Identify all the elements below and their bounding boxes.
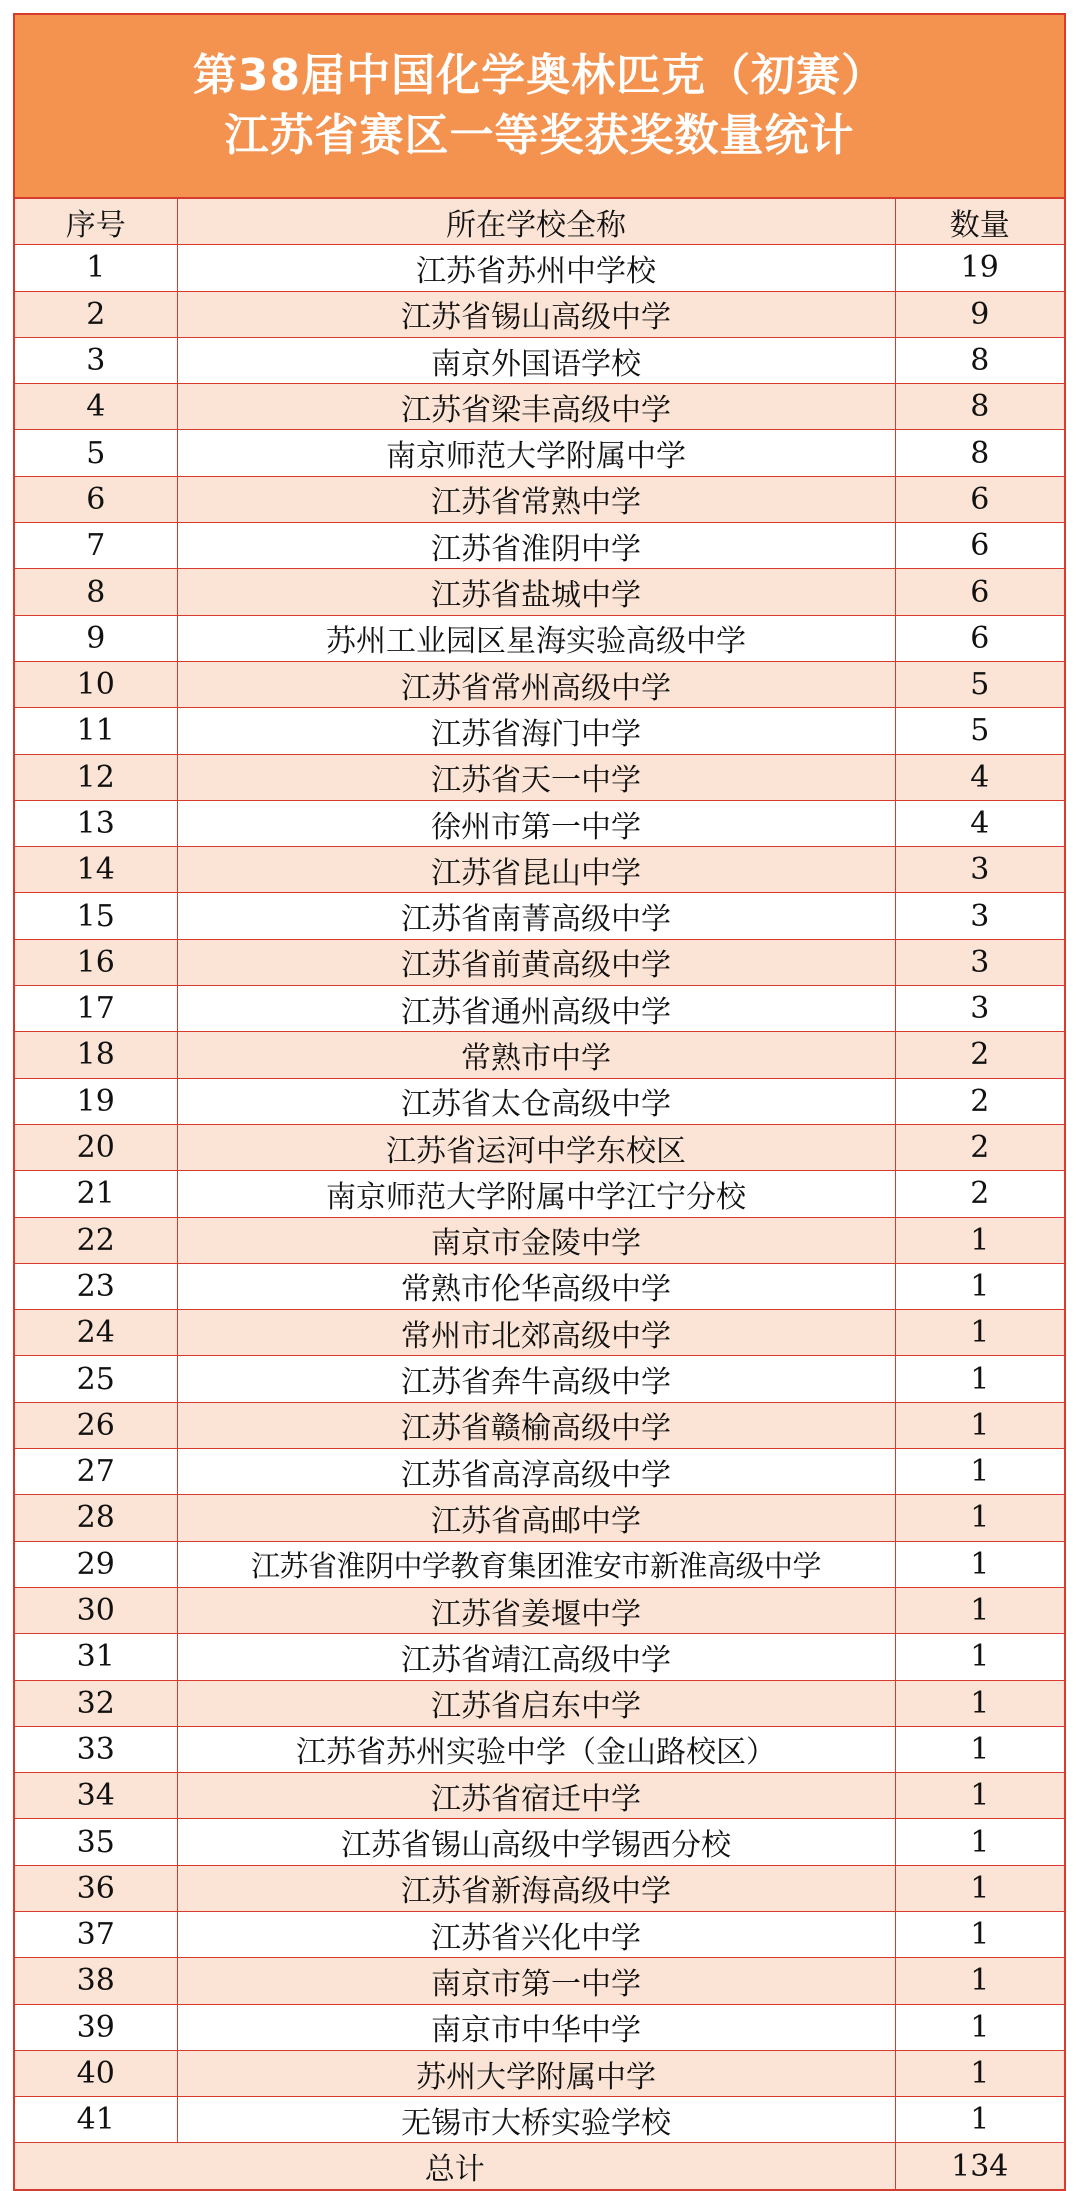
row-count: 3: [895, 847, 1064, 893]
row-index: 14: [15, 847, 177, 893]
row-count: 1: [895, 1310, 1064, 1356]
row-school-name: 南京市中华中学: [177, 2004, 895, 2050]
table-row: [15, 1495, 1064, 1541]
row-index: 28: [15, 1495, 177, 1541]
row-count: 1: [895, 1402, 1064, 1448]
row-count: 6: [895, 523, 1064, 569]
row-count: 1: [895, 1541, 1064, 1587]
row-count: 3: [895, 939, 1064, 985]
row-school-name: 江苏省宿迁中学: [177, 1773, 895, 1819]
row-count: 1: [895, 1495, 1064, 1541]
row-index: 7: [15, 523, 177, 569]
row-school-name: 江苏省兴化中学: [177, 1911, 895, 1957]
row-count: 8: [895, 384, 1064, 430]
row-count: 6: [895, 476, 1064, 522]
table-row: [15, 1726, 1064, 1772]
header-row: [15, 199, 1064, 245]
row-count: 1: [895, 2004, 1064, 2050]
row-index: 16: [15, 939, 177, 985]
row-count: 3: [895, 986, 1064, 1032]
row-index: 20: [15, 1124, 177, 1170]
row-count: 2: [895, 1124, 1064, 1170]
row-school-name: 常熟市伦华高级中学: [177, 1263, 895, 1309]
row-index: 18: [15, 1032, 177, 1078]
table-row: [15, 708, 1064, 754]
row-school-name: 江苏省南菁高级中学: [177, 893, 895, 939]
row-index: 37: [15, 1911, 177, 1957]
row-index: 29: [15, 1541, 177, 1587]
row-count: 3: [895, 893, 1064, 939]
row-count: 1: [895, 1680, 1064, 1726]
row-school-name: 江苏省淮阴中学: [177, 523, 895, 569]
table-row: [15, 1402, 1064, 1448]
row-school-name: 江苏省太仓高级中学: [177, 1078, 895, 1124]
row-index: 4: [15, 384, 177, 430]
table-row: [15, 661, 1064, 707]
table-body: [15, 245, 1064, 2143]
row-school-name: 江苏省梁丰高级中学: [177, 384, 895, 430]
row-index: 36: [15, 1865, 177, 1911]
table-row: [15, 476, 1064, 522]
table-row: [15, 1773, 1064, 1819]
row-count: 2: [895, 1078, 1064, 1124]
table-row: [15, 569, 1064, 615]
row-index: 40: [15, 2050, 177, 2096]
row-index: 22: [15, 1217, 177, 1263]
row-index: 3: [15, 337, 177, 383]
table-row: [15, 1078, 1064, 1124]
row-school-name: 江苏省通州高级中学: [177, 986, 895, 1032]
row-index: 33: [15, 1726, 177, 1772]
row-index: 5: [15, 430, 177, 476]
table-row: [15, 847, 1064, 893]
row-school-name: 江苏省靖江高级中学: [177, 1634, 895, 1680]
table-row: [15, 800, 1064, 846]
row-index: 1: [15, 245, 177, 291]
row-count: 1: [895, 1773, 1064, 1819]
row-school-name: 江苏省锡山高级中学锡西分校: [177, 1819, 895, 1865]
row-count: 1: [895, 2097, 1064, 2143]
header-count: 数量: [895, 199, 1064, 245]
total-count: 134: [895, 2143, 1064, 2189]
row-count: 19: [895, 245, 1064, 291]
row-index: 19: [15, 1078, 177, 1124]
table-row: [15, 1541, 1064, 1587]
row-school-name: 徐州市第一中学: [177, 800, 895, 846]
row-school-name: 南京外国语学校: [177, 337, 895, 383]
table-row: [15, 291, 1064, 337]
row-count: 1: [895, 1587, 1064, 1633]
table-row: [15, 1680, 1064, 1726]
award-count-table: [15, 199, 1064, 2189]
row-index: 35: [15, 1819, 177, 1865]
row-index: 10: [15, 661, 177, 707]
row-index: 15: [15, 893, 177, 939]
row-count: 2: [895, 1032, 1064, 1078]
row-school-name: 江苏省运河中学东校区: [177, 1124, 895, 1170]
table-row: [15, 1263, 1064, 1309]
row-count: 4: [895, 800, 1064, 846]
row-count: 1: [895, 1911, 1064, 1957]
row-school-name: 南京市第一中学: [177, 1958, 895, 2004]
total-label: 总计: [15, 2143, 895, 2189]
row-index: 6: [15, 476, 177, 522]
row-index: 30: [15, 1587, 177, 1633]
row-index: 26: [15, 1402, 177, 1448]
table-row: [15, 1449, 1064, 1495]
row-school-name: 苏州大学附属中学: [177, 2050, 895, 2096]
row-count: 1: [895, 1634, 1064, 1680]
table-row: [15, 1911, 1064, 1957]
row-index: 11: [15, 708, 177, 754]
row-school-name: 江苏省苏州中学校: [177, 245, 895, 291]
row-school-name: 江苏省天一中学: [177, 754, 895, 800]
row-index: 25: [15, 1356, 177, 1402]
row-count: 5: [895, 708, 1064, 754]
title-line-2: 江苏省赛区一等奖获奖数量统计: [224, 110, 855, 161]
table-row: [15, 1310, 1064, 1356]
row-school-name: 江苏省昆山中学: [177, 847, 895, 893]
table-title: [15, 15, 1064, 199]
row-count: 1: [895, 1726, 1064, 1772]
header-school: 所在学校全称: [177, 199, 895, 245]
table-row: [15, 1865, 1064, 1911]
row-index: 38: [15, 1958, 177, 2004]
table-row: [15, 2050, 1064, 2096]
title-line-1: 第38届中国化学奥林匹克（初赛）: [192, 50, 887, 101]
row-school-name: 江苏省常熟中学: [177, 476, 895, 522]
table-row: [15, 523, 1064, 569]
row-count: 9: [895, 291, 1064, 337]
row-school-name: 江苏省锡山高级中学: [177, 291, 895, 337]
row-count: 8: [895, 430, 1064, 476]
row-school-name: 无锡市大桥实验学校: [177, 2097, 895, 2143]
row-index: 13: [15, 800, 177, 846]
row-count: 1: [895, 1449, 1064, 1495]
table-row: [15, 754, 1064, 800]
row-index: 8: [15, 569, 177, 615]
row-school-name: 江苏省淮阴中学教育集团淮安市新淮高级中学: [177, 1541, 895, 1587]
row-index: 41: [15, 2097, 177, 2143]
row-count: 2: [895, 1171, 1064, 1217]
table-row: [15, 1819, 1064, 1865]
table-row: [15, 2004, 1064, 2050]
row-school-name: 南京师范大学附属中学江宁分校: [177, 1171, 895, 1217]
row-count: 1: [895, 1263, 1064, 1309]
header-index: 序号: [15, 199, 177, 245]
row-school-name: 江苏省高邮中学: [177, 1495, 895, 1541]
row-school-name: 江苏省盐城中学: [177, 569, 895, 615]
row-count: 6: [895, 569, 1064, 615]
row-count: 4: [895, 754, 1064, 800]
row-count: 1: [895, 1217, 1064, 1263]
table-row: [15, 1958, 1064, 2004]
row-school-name: 江苏省姜堰中学: [177, 1587, 895, 1633]
table-row: [15, 1171, 1064, 1217]
row-school-name: 江苏省苏州实验中学（金山路校区）: [177, 1726, 895, 1772]
row-school-name: 江苏省赣榆高级中学: [177, 1402, 895, 1448]
table-row: [15, 986, 1064, 1032]
row-index: 2: [15, 291, 177, 337]
table-row: [15, 1032, 1064, 1078]
table-row: [15, 615, 1064, 661]
row-index: 24: [15, 1310, 177, 1356]
row-index: 31: [15, 1634, 177, 1680]
row-count: 8: [895, 337, 1064, 383]
award-table-sheet: [13, 13, 1066, 2191]
row-index: 9: [15, 615, 177, 661]
row-index: 17: [15, 986, 177, 1032]
row-school-name: 常州市北郊高级中学: [177, 1310, 895, 1356]
row-index: 39: [15, 2004, 177, 2050]
row-school-name: 江苏省前黄高级中学: [177, 939, 895, 985]
row-school-name: 江苏省高淳高级中学: [177, 1449, 895, 1495]
row-count: 1: [895, 1819, 1064, 1865]
row-school-name: 江苏省常州高级中学: [177, 661, 895, 707]
row-school-name: 江苏省新海高级中学: [177, 1865, 895, 1911]
row-count: 5: [895, 661, 1064, 707]
table-row: [15, 1634, 1064, 1680]
row-count: 1: [895, 1958, 1064, 2004]
table-row: [15, 245, 1064, 291]
row-school-name: 南京师范大学附属中学: [177, 430, 895, 476]
row-index: 27: [15, 1449, 177, 1495]
table-row: [15, 430, 1064, 476]
row-count: 6: [895, 615, 1064, 661]
row-count: 1: [895, 1865, 1064, 1911]
table-row: [15, 1356, 1064, 1402]
table-row: [15, 1217, 1064, 1263]
row-index: 32: [15, 1680, 177, 1726]
table-row: [15, 384, 1064, 430]
row-school-name: 常熟市中学: [177, 1032, 895, 1078]
row-count: 1: [895, 1356, 1064, 1402]
row-index: 34: [15, 1773, 177, 1819]
row-school-name: 江苏省海门中学: [177, 708, 895, 754]
table-row: [15, 893, 1064, 939]
row-index: 21: [15, 1171, 177, 1217]
row-school-name: 南京市金陵中学: [177, 1217, 895, 1263]
table-row: [15, 1124, 1064, 1170]
row-index: 12: [15, 754, 177, 800]
table-row: [15, 337, 1064, 383]
row-index: 23: [15, 1263, 177, 1309]
row-school-name: 江苏省奔牛高级中学: [177, 1356, 895, 1402]
row-school-name: 江苏省启东中学: [177, 1680, 895, 1726]
table-row: [15, 1587, 1064, 1633]
table-row: [15, 939, 1064, 985]
row-count: 1: [895, 2050, 1064, 2096]
row-school-name: 苏州工业园区星海实验高级中学: [177, 615, 895, 661]
table-row: [15, 2097, 1064, 2143]
